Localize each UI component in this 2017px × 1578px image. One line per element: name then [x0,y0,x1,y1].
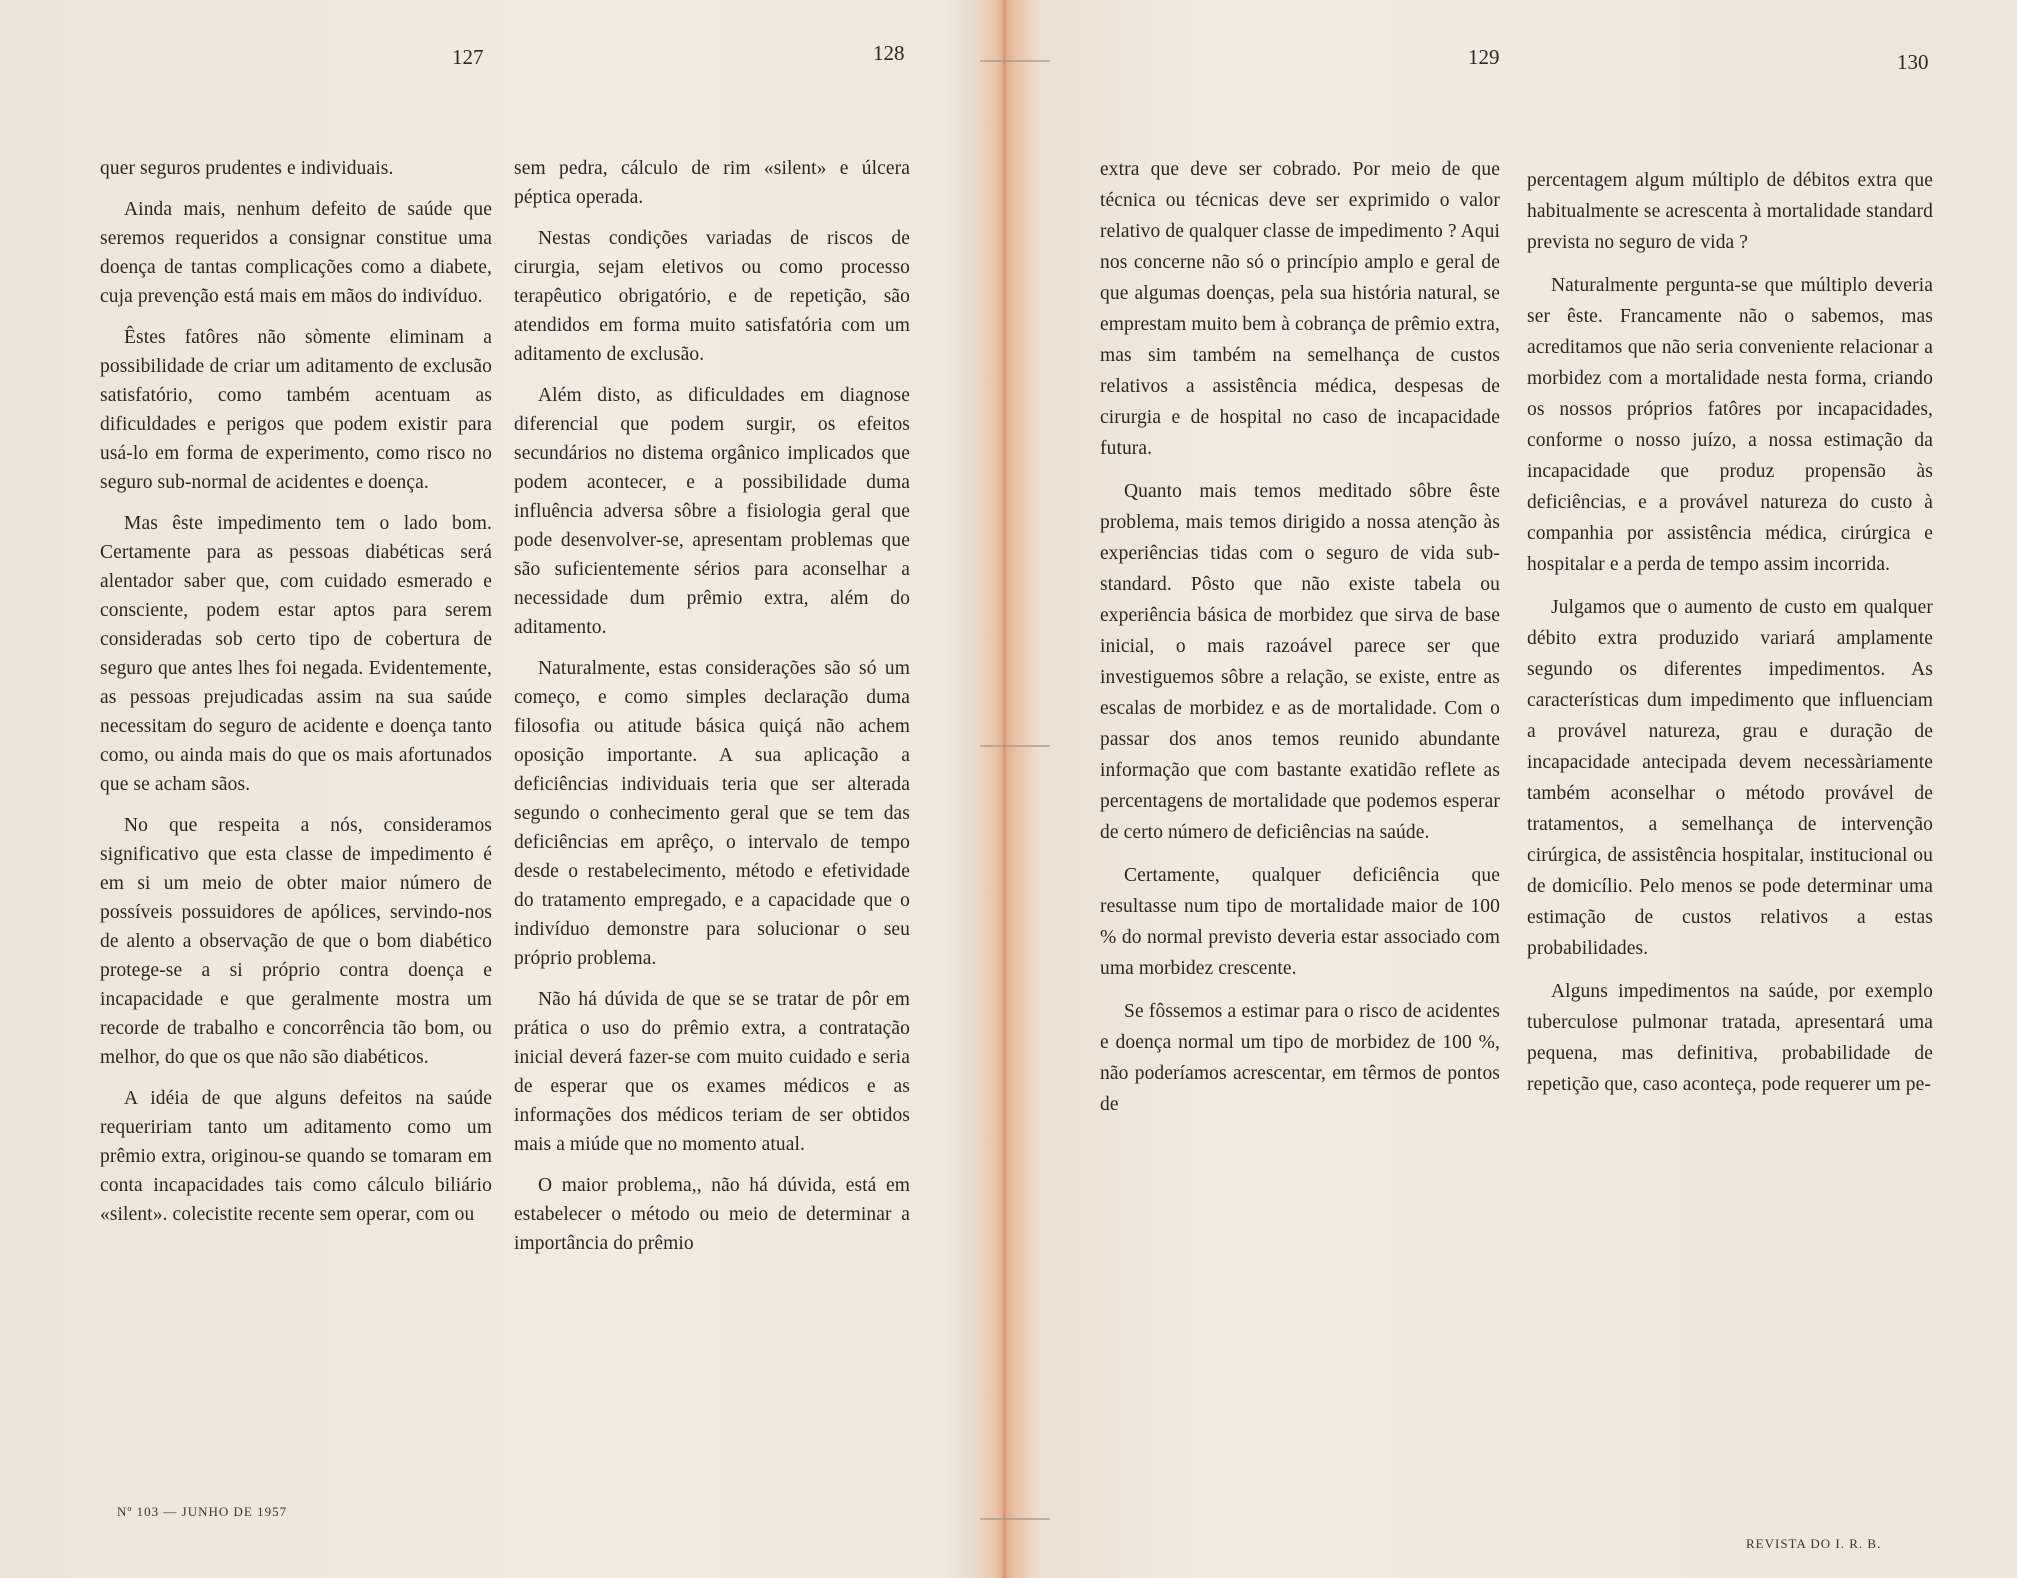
paragraph: Naturalmente, estas considerações são só um começo, e como simples declaração duma filosofia ou atitude básica quiçá não achem oposição importante. A sua aplicação a deficiências individuais teria que ser alterada segundo o conhecimento geral que se tem das deficiências em aprêço, o intervalo de tempo desde o restabelecimento, método e efetividade do tratamento empregado, e a capacidade que o indivíduo demonstre para solucionar o seu próprio problema. [514,658,910,969]
page-number-128: 128 [873,41,905,65]
paragraph: sem pedra, cálculo de rim «silent» e úlcera péptica operada. [514,158,910,208]
book-spine [1003,0,1006,1578]
paragraph: Naturalmente pergunta-se que múltiplo deveria ser êste. Francamente não o sabemos, mas acreditamos que não seria conveniente relacionar a morbidez com a mortalidade nesta forma, criando os nossos próprios fatôres por incapacidades, conforme o nosso juízo, a nossa estimação da incapacidade que produz propensão às deficiências, e a provável natureza do custo à companhia por assistência médica, cirúrgica e hospitalar e a perda de tempo assim incorrida. [1527,275,1933,575]
page-number-127: 127 [452,45,484,69]
footer-journal-name: REVISTA DO I. R. B. [1746,1536,1882,1551]
paragraph: Nestas condições variadas de riscos de cirurgia, sejam eletivos ou como processo terapêutico obrigatório, e de repetição, são atendidos em forma muito satisfatória com um aditamento de exclusão. [514,228,910,365]
page-number-129: 129 [1468,45,1500,69]
paragraph: Julgamos que o aumento de custo em qualquer débito extra produzido variará amplamente segundo os diferentes impedimentos. As características dum impedimento que influenciam a provável natureza, grau e duração de incapacidade antecipada devem necessàriamente também aconselhar o método provável de tratamentos, a semelhança de intervenção cirúrgica, de assistência hospitalar, institucional ou de domicílio. Pelo menos se pode determinar uma estimação de custos relativos a estas probabilidades. [1527,597,1933,959]
page-number-130: 130 [1897,50,1929,74]
page-129-text [1100,154,1500,1132]
paragraph: Ainda mais, nenhum defeito de saúde que seremos requeridos a consignar constitue uma doença de tantas complicações como a diabete, cuja prevenção está mais em mãos do indivíduo. [100,199,492,307]
paragraph: Se fôssemos a estimar para o risco de acidentes e doença normal um tipo de morbidez de 100 %, não poderíamos acrescentar, em têrmos de pontos de [1100,1001,1500,1115]
paragraph: Êstes fatôres não sòmente eliminam a possibilidade de criar um aditamento de exclusão satisfatório, como também acentuam as dificuldades e perigos que podem existir para usá-lo em forma de experimento, como risco no seguro sub-normal de acidentes e doença. [100,327,492,493]
paragraph: O maior problema,, não há dúvida, está em estabelecer o método ou meio de determinar a importância do prêmio [514,1175,910,1254]
paragraph: Certamente, qualquer deficiência que resultasse num tipo de mortalidade maior de 100 % do normal previsto deveria estar associado com uma morbidez crescente. [1100,865,1500,979]
page-130-text [1527,165,1933,1112]
footer-issue-date: Nº 103 — JUNHO DE 1957 [117,1504,288,1519]
paragraph: Além disto, as dificuldades em diagnose diferencial que podem surgir, os efeitos secundários no distema orgânico implicados que podem acontecer, e a possibilidade duma influência adversa sôbre a fisiologia geral que pode desenvolver-se, apresentam problemas que são suficientemente sérios para aconselhar a necessidade dum prêmio extra, além do aditamento. [514,385,910,638]
paragraph: Quanto mais temos meditado sôbre êste problema, mais temos dirigido a nossa atenção às experiências tidas com o seguro de vida sub-standard. Pôsto que não existe tabela ou experiência básica de morbidez que sirva de base inicial, o mais razoável parece ser que investiguemos sôbre a relação, se existe, entre as escalas de morbidez e as de mortalidade. Com o passar dos anos temos reunido abundante informação que com bastante exatidão reflete as percentagens de mortalidade que podemos esperar de certo número de deficiências na saúde. [1100,481,1500,843]
paragraph: Alguns impedimentos na saúde, por exemplo tuberculose pulmonar tratada, apresentará uma pequena, mas definitiva, probabilidade de repetição que, caso aconteça, pode requerer um pe- [1527,981,1933,1095]
binding-stitch-middle [980,745,1050,757]
paragraph: quer seguros prudentes e individuais. [100,158,394,179]
binding-stitch-top [980,60,1050,72]
paragraph: No que respeita a nós, consideramos significativo que esta classe de impedimento é em si um meio de obter maior número de possíveis possuidores de apólices, servindo-nos de alento a observação de que o bom diabético protege-se a si próprio contra doença e incapacidade e que geralmente mostra um recorde de trabalho e concorrência tão bom, ou melhor, do que os que não são diabéticos. [100,815,492,1068]
page-127-text [100,154,492,1241]
paragraph: extra que deve ser cobrado. Por meio de que técnica ou técnicas deve ser exprimido o valor relativo de qualquer classe de impedimento ? Aqui nos concerne não só o princípio amplo e geral de que algumas doenças, pela sua história natural, se emprestam muito bem à cobrança de prêmio extra, mas sim também na semelhança de custos relativos a assistência médica, despesas de cirurgia e de hospital no caso de incapacidade futura. [1100,159,1500,459]
paragraph: percentagem algum múltiplo de débitos extra que habitualmente se acrescenta à mortalidade standard prevista no seguro de vida ? [1527,170,1933,253]
page-128-text [514,154,910,1270]
paragraph: A idéia de que alguns defeitos na saúde requeririam tanto um aditamento como um prêmio extra, originou-se quando se tomaram em conta incapacidades tais como cálculo biliário «silent». colecistite recente sem operar, com ou [100,1088,492,1225]
binding-stitch-bottom [980,1518,1050,1530]
paragraph: Não há dúvida de que se se tratar de pôr em prática o uso do prêmio extra, a contratação inicial deverá fazer-se com muito cuidado e seria de esperar que os exames médicos e as informações dos médicos teriam de ser obtidos mais a miúde que no momento atual. [514,989,910,1155]
paragraph: Mas êste impedimento tem o lado bom. Certamente para as pessoas diabéticas será alentador saber que, com cuidado esmerado e consciente, podem estar aptos para serem consideradas sob certo tipo de cobertura de seguro que antes lhes foi negada. Evidentemente, as pessoas prejudicadas assim na sua saúde necessitam do seguro de acidente e doença tanto como, ou ainda mais do que os mais afortunados que se acham sãos. [100,513,492,795]
